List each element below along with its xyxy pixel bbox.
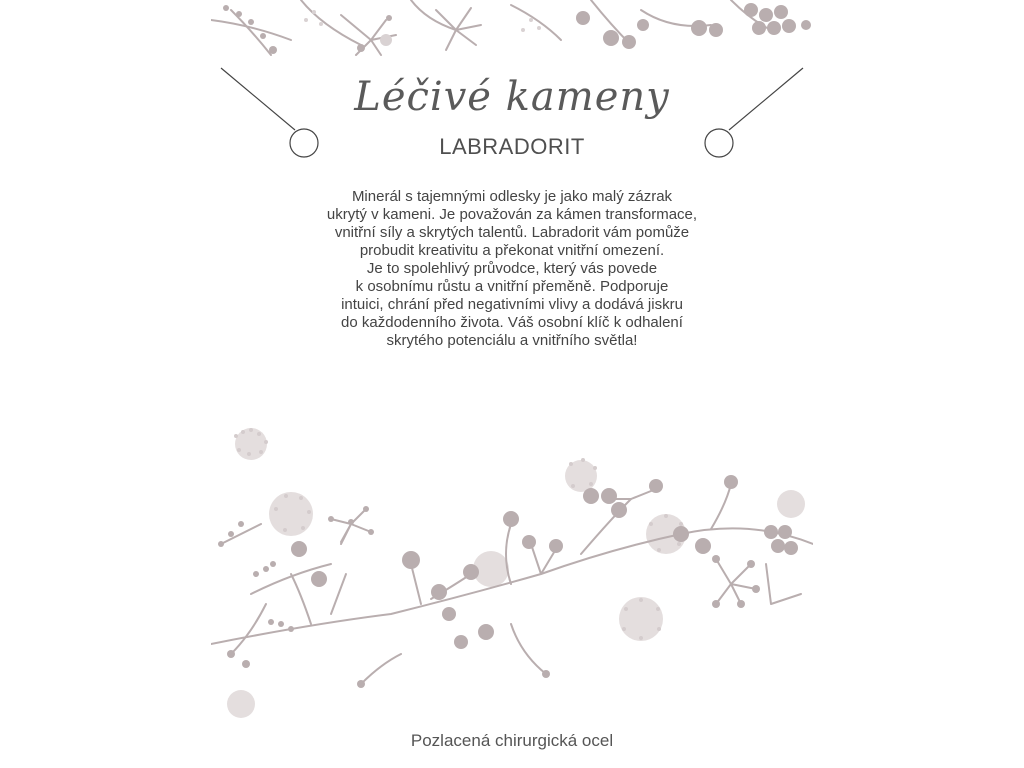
description-line: skrytého potenciálu a vnitřního světla!	[386, 332, 638, 349]
stone-name: LABRADORIT	[439, 134, 585, 159]
description-line: probudit kreativitu a překonat vnitřní omezení.	[359, 242, 665, 259]
floral-bottom-decoration-icon	[211, 424, 813, 724]
description-line: intuici, chrání před negativními vlivy a dodává jiskru	[341, 296, 683, 313]
description-line: ukrytý v kameni. Je považován za kámen transformace,	[326, 206, 698, 223]
description-line: Minerál s tajemnými odlesky je jako malý zázrak	[351, 188, 673, 205]
description-line: vnitřní síly a skrytých talentů. Labradorit vám pomůže	[334, 224, 690, 241]
description-line: do každodenního života. Váš osobní klíč k odhalení	[341, 314, 683, 331]
jewelry-card	[211, 0, 813, 768]
description-line: Je to spolehlivý průvodce, který vás povede	[366, 260, 658, 277]
card-title: Léčivé kameny	[354, 74, 670, 120]
stone-description	[287, 188, 737, 350]
material-label: Pozlacená chirurgická ocel	[410, 731, 614, 750]
description-line: k osobnímu růstu a vnitřní přeměně. Podporuje	[355, 278, 669, 295]
